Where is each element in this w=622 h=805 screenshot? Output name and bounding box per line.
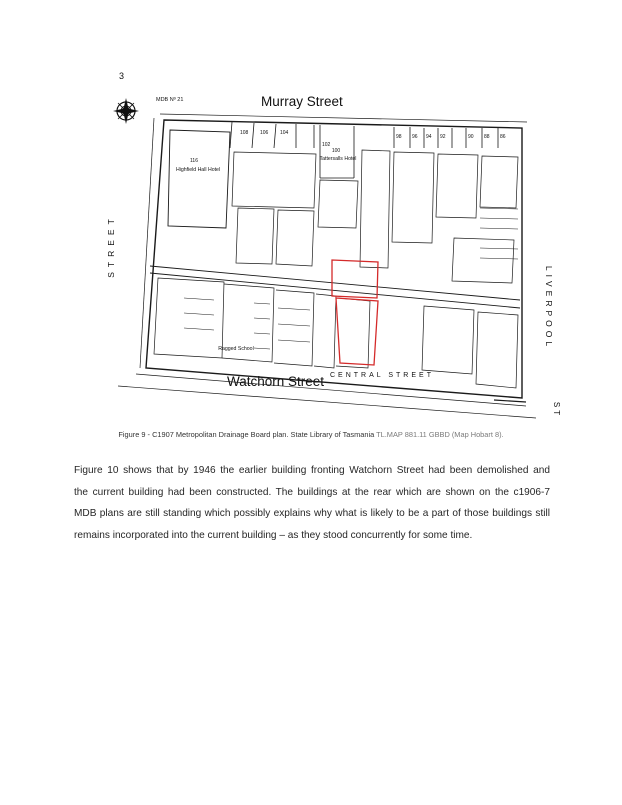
mdb-label: MDB Nº 21 (156, 97, 184, 103)
compass-rose-icon (113, 98, 139, 124)
street-st-suffix: ST (552, 401, 561, 419)
paragraph-line: MDB plans are still standing which possibly explains why what is likely to be a part of those buildings still (74, 508, 550, 519)
pencil-mark: 3 (119, 71, 125, 81)
lot-number: 102 (322, 142, 331, 148)
lot-number: 90 (468, 134, 474, 140)
drainage-board-plan-figure (74, 68, 564, 420)
lot-number: 106 (260, 130, 269, 136)
street-watchorn: Watchorn Street (227, 374, 325, 389)
highfield-lot-no: 116 (190, 158, 198, 164)
tattersalls-lot-no: 100 (331, 148, 341, 154)
lot-number: 108 (240, 130, 249, 136)
ragged-school-label: Ragged School (218, 346, 254, 352)
lot-number: 92 (440, 134, 446, 140)
highlighted-site (332, 260, 378, 365)
street-west-label: STREET (106, 214, 116, 278)
lot-number: 88 (484, 134, 490, 140)
map-svg (74, 68, 564, 420)
site-front-parcel (336, 298, 378, 365)
figure-caption (60, 430, 562, 439)
lot-number: 104 (280, 130, 289, 136)
lot-number: 86 (500, 134, 506, 140)
street-liverpool: LIVERPOOL (544, 265, 554, 351)
lot-number: 98 (396, 134, 402, 140)
paragraph-line: remains incorporated into the current building – as they stood concurrently for some time. (74, 529, 473, 541)
central-street-label: CENTRAL STREET (330, 372, 434, 379)
caption-ref: TL.MAP 881.11 GBBD (Map Hobart 8). (376, 430, 504, 439)
street-murray: Murray Street (261, 94, 343, 109)
body-paragraph (74, 460, 550, 546)
tattersalls-hotel-label: Tattersalls Hotel (319, 156, 357, 162)
paragraph-line: Figure 10 shows that by 1946 the earlier building fronting Watchorn Street had been demolished and (74, 465, 550, 476)
paragraph-line: the current building had been constructed. The buildings at the rear which are shown on the c1906-7 (74, 486, 550, 498)
caption-main: Figure 9 - C1907 Metropolitan Drainage Board plan. State Library of Tasmania (118, 430, 377, 439)
highfield-hotel-label: Highfield Hall Hotel (175, 167, 221, 173)
lot-number: 94 (426, 134, 432, 140)
lot-number: 96 (412, 134, 418, 140)
